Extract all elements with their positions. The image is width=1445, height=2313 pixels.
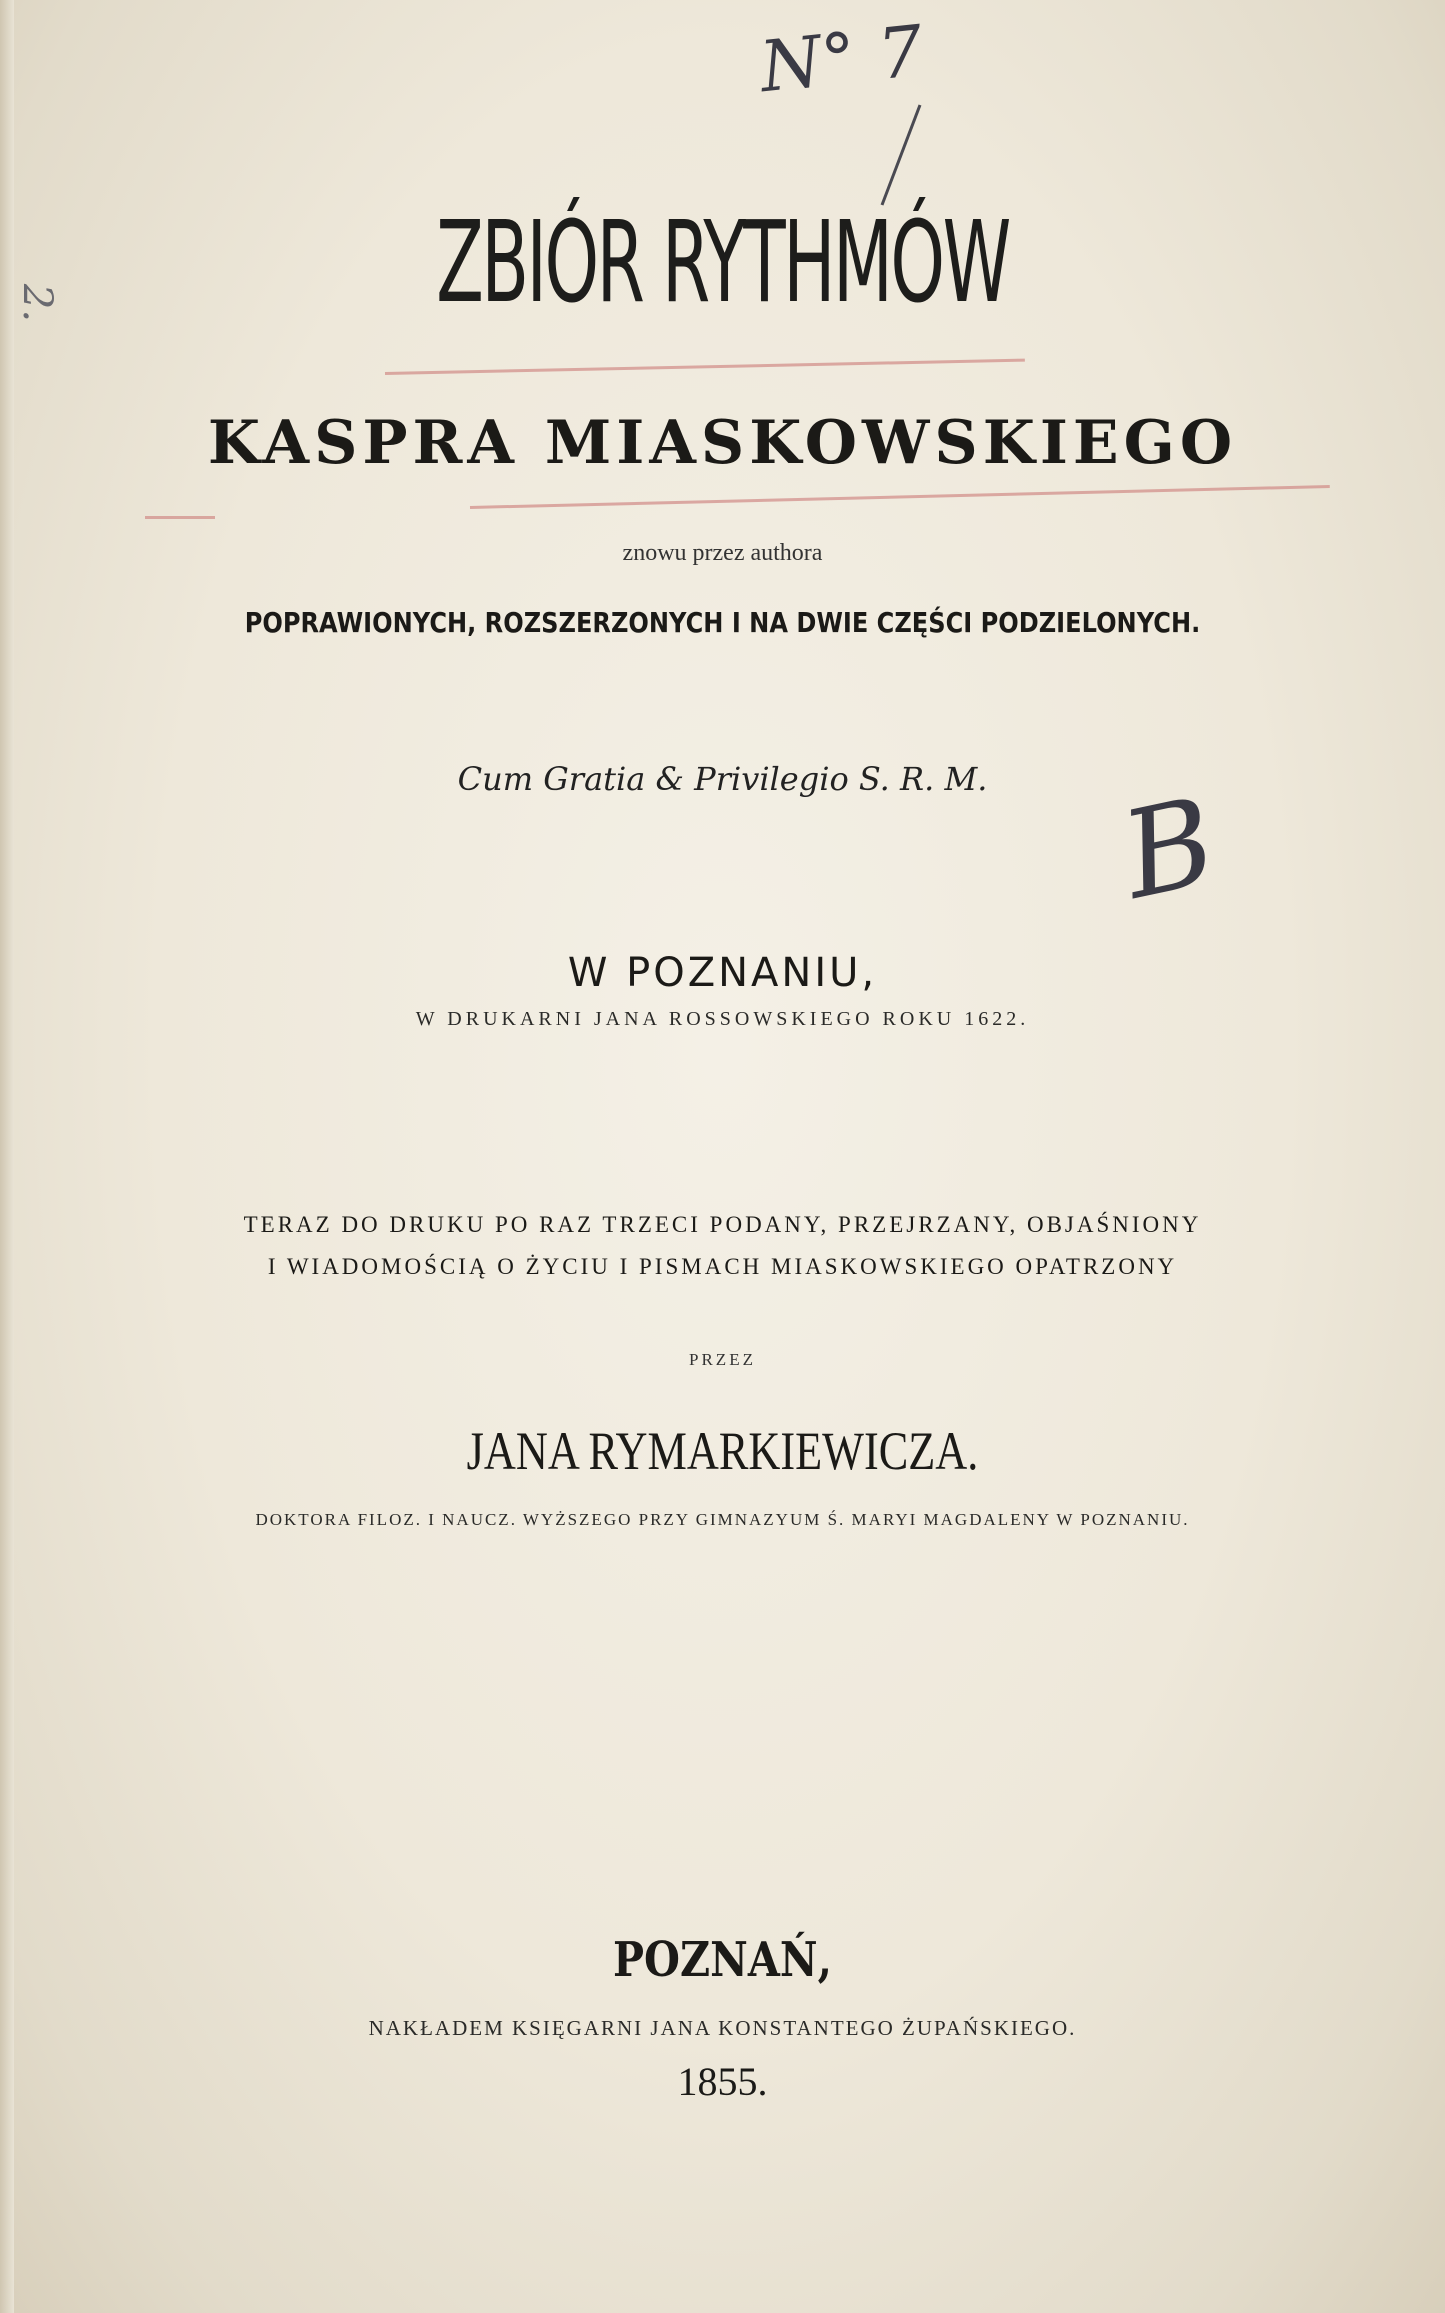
subtitle-small: znowu przez authora [622, 540, 823, 566]
red-pencil-underline-left [145, 516, 215, 519]
edition-line-1: TERAZ DO DRUKU PO RAZ TRZECI PODANY, PRZEJRZANY, OBJAŚNIONY [243, 1212, 1202, 1237]
book-title: ZBIÓR RYTHMÓW [436, 198, 1009, 328]
privilege-line: Cum Gratia & Privilegio S. R. M. [457, 760, 988, 798]
page-edge [0, 0, 14, 2313]
subtitle-bold: POPRAWIONYCH, ROZSZERZONYCH I NA DWIE CZĘŚCI PODZIELONYCH. [244, 606, 1201, 639]
imprint-place: POZNAŃ, [612, 1932, 833, 1988]
editor-title: DOKTORA FILOZ. I NAUCZ. WYŻSZEGO PRZY GIMNAZYUM Ś. MARYI MAGDALENY W POZNANIU. [255, 1510, 1190, 1529]
red-pencil-underline-right [470, 485, 1330, 509]
handwritten-number-mark: N° 7 [756, 9, 927, 109]
author-name: KASPRA MIASKOWSKIEGO [207, 408, 1238, 478]
edition-line-2: I WIADOMOŚCIĄ O ŻYCIU I PISMACH MIASKOWSKIEGO OPATRZONY [267, 1254, 1178, 1279]
red-pencil-underline [385, 359, 1025, 375]
pencil-stroke [870, 100, 930, 210]
publisher-line: NAKŁADEM KSIĘGARNI JANA KONSTANTEGO ŻUPAŃSKIEGO. [368, 2016, 1077, 2040]
editor-name: JANA RYMARKIEWICZA. [466, 1421, 979, 1481]
handwritten-margin-mark: 2. [14, 283, 61, 323]
original-printer: W DRUKARNI JANA ROSSOWSKIEGO ROKU 1622. [415, 1008, 1030, 1030]
handwritten-side-mark: B [1111, 772, 1227, 927]
by-line: PRZEZ [689, 1350, 756, 1369]
publication-year: 1855. [677, 2059, 768, 2104]
original-place: W POZNANIU, [567, 950, 878, 996]
